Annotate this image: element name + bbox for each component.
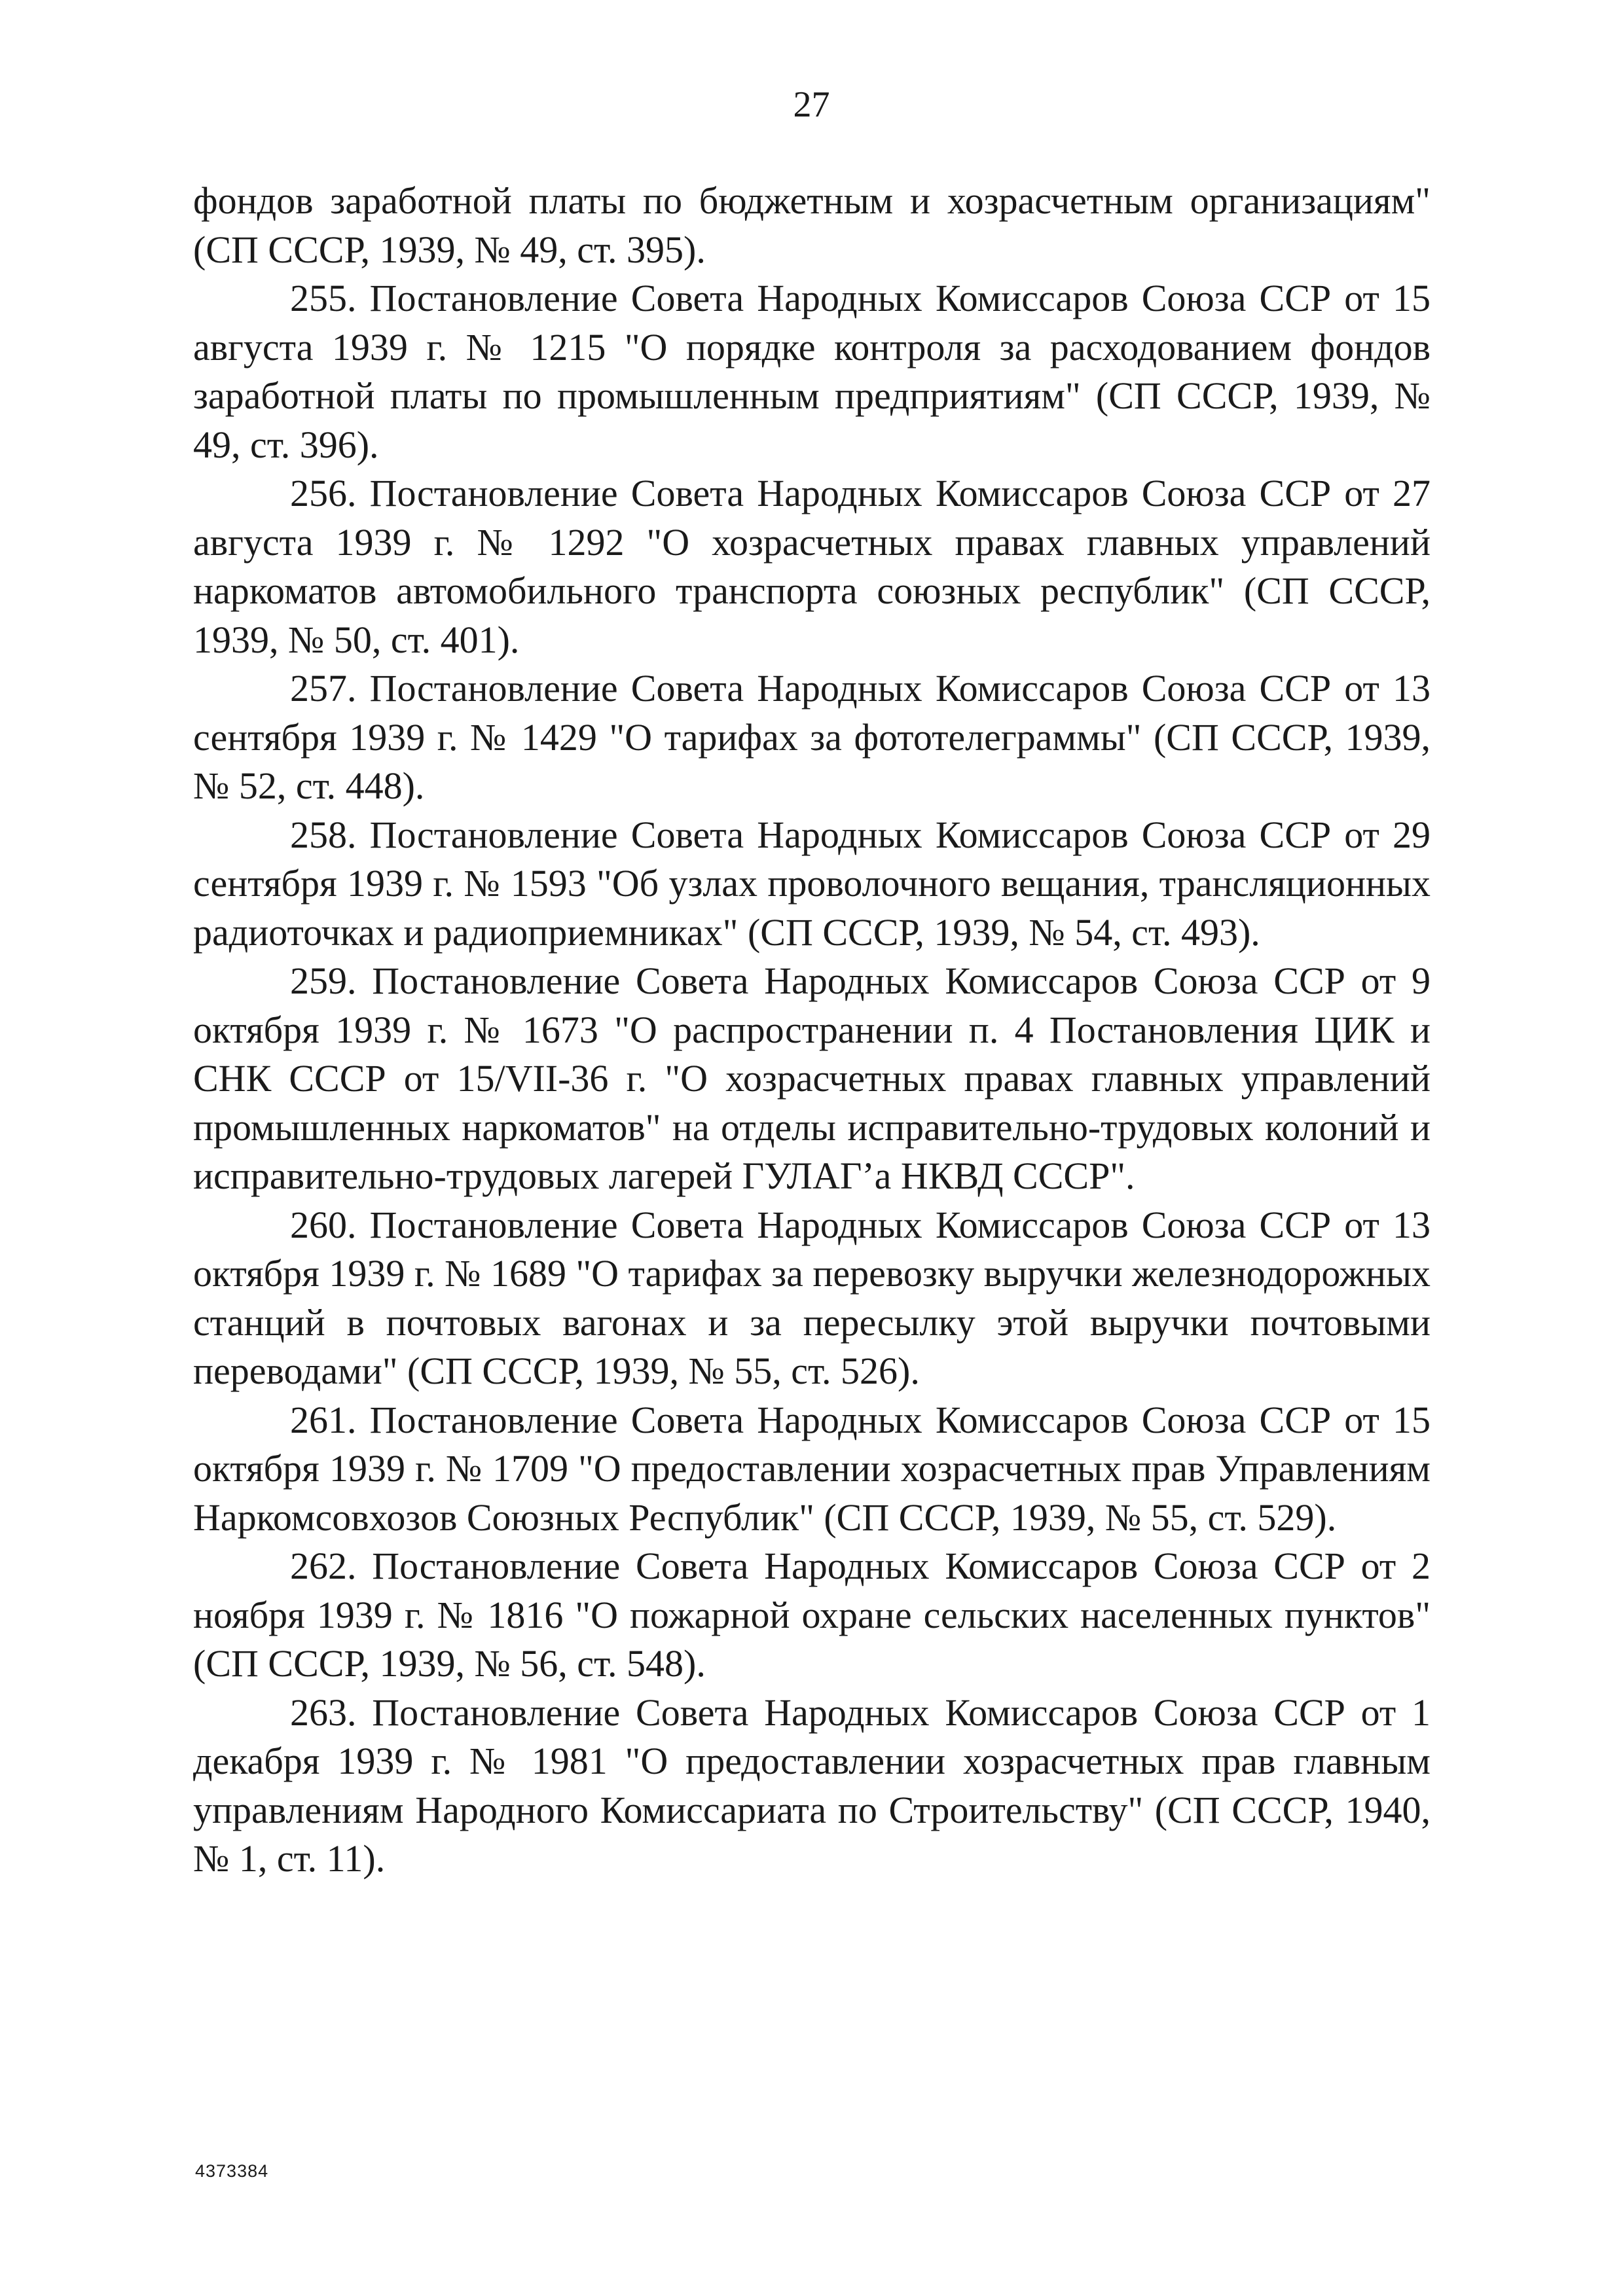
document-body: [193, 177, 1431, 1884]
paragraph-continuation: фондов заработной платы по бюджетным и хозрасчетным организациям" (СП СССР, 1939, № 49, ст. 395).: [193, 179, 1431, 271]
document-code: 4373384: [195, 2161, 269, 2181]
paragraph-item-261: 261. Постановление Совета Народных Комиссаров Союза ССР от 15 октября 1939 г. № 1709 "О предоставлении хозрасчетных прав Управлениям Наркомсовхозов Союзных Республик" (СП СССР, 1939, № 55, ст. 529).: [193, 1398, 1431, 1539]
paragraph-item-259: 259. Постановление Совета Народных Комиссаров Союза ССР от 9 октября 1939 г. № 1673 "О распространении п. 4 Постановления ЦИК и СНК СССР от 15/VII-36 г. "О хозрасчетных правах главных управлений промышленных наркоматов" на отделы исправительно-трудовых колоний и исправительно-трудовых лагерей ГУЛАГ’а НКВД СССР".: [193, 960, 1431, 1197]
paragraph-item-255: 255. Постановление Совета Народных Комиссаров Союза ССР от 15 августа 1939 г. № 1215 "О порядке контроля за расходованием фондов заработной платы по промышленным предприятиям" (СП СССР, 1939, № 49, ст. 396).: [193, 277, 1431, 466]
paragraph-item-257: 257. Постановление Совета Народных Комиссаров Союза ССР от 13 сентября 1939 г. № 1429 "О тарифах за фототелеграммы" (СП СССР, 1939, № 52, ст. 448).: [193, 667, 1431, 807]
paragraph-item-260: 260. Постановление Совета Народных Комиссаров Союза ССР от 13 октября 1939 г. № 1689 "О тарифах за перевозку выручки железнодорожных станций в почтовых вагонах и за пересылку этой выручки почтовыми переводами" (СП СССР, 1939, № 55, ст. 526).: [193, 1203, 1431, 1392]
paragraph-item-262: 262. Постановление Совета Народных Комиссаров Союза ССР от 2 ноября 1939 г. № 1816 "О пожарной охране сельских населенных пунктов" (СП СССР, 1939, № 56, ст. 548).: [193, 1545, 1431, 1685]
paragraph-item-263: 263. Постановление Совета Народных Комиссаров Союза ССР от 1 декабря 1939 г. № 1981 "О предоставлении хозрасчетных прав главным управлениям Народного Комиссариата по Строительству" (СП СССР, 1940, № 1, ст. 11).: [193, 1691, 1431, 1880]
page-number: 27: [793, 84, 830, 125]
paragraph-item-256: 256. Постановление Совета Народных Комиссаров Союза ССР от 27 августа 1939 г. № 1292 "О хозрасчетных правах главных управлений наркоматов автомобильного транспорта союзных республик" (СП СССР, 1939, № 50, ст. 401).: [193, 472, 1431, 661]
paragraph-item-258: 258. Постановление Совета Народных Комиссаров Союза ССР от 29 сентября 1939 г. № 1593 "Об узлах проволочного вещания, трансляционных радиоточках и радиоприемниках" (СП СССР, 1939, № 54, ст. 493).: [193, 813, 1431, 954]
